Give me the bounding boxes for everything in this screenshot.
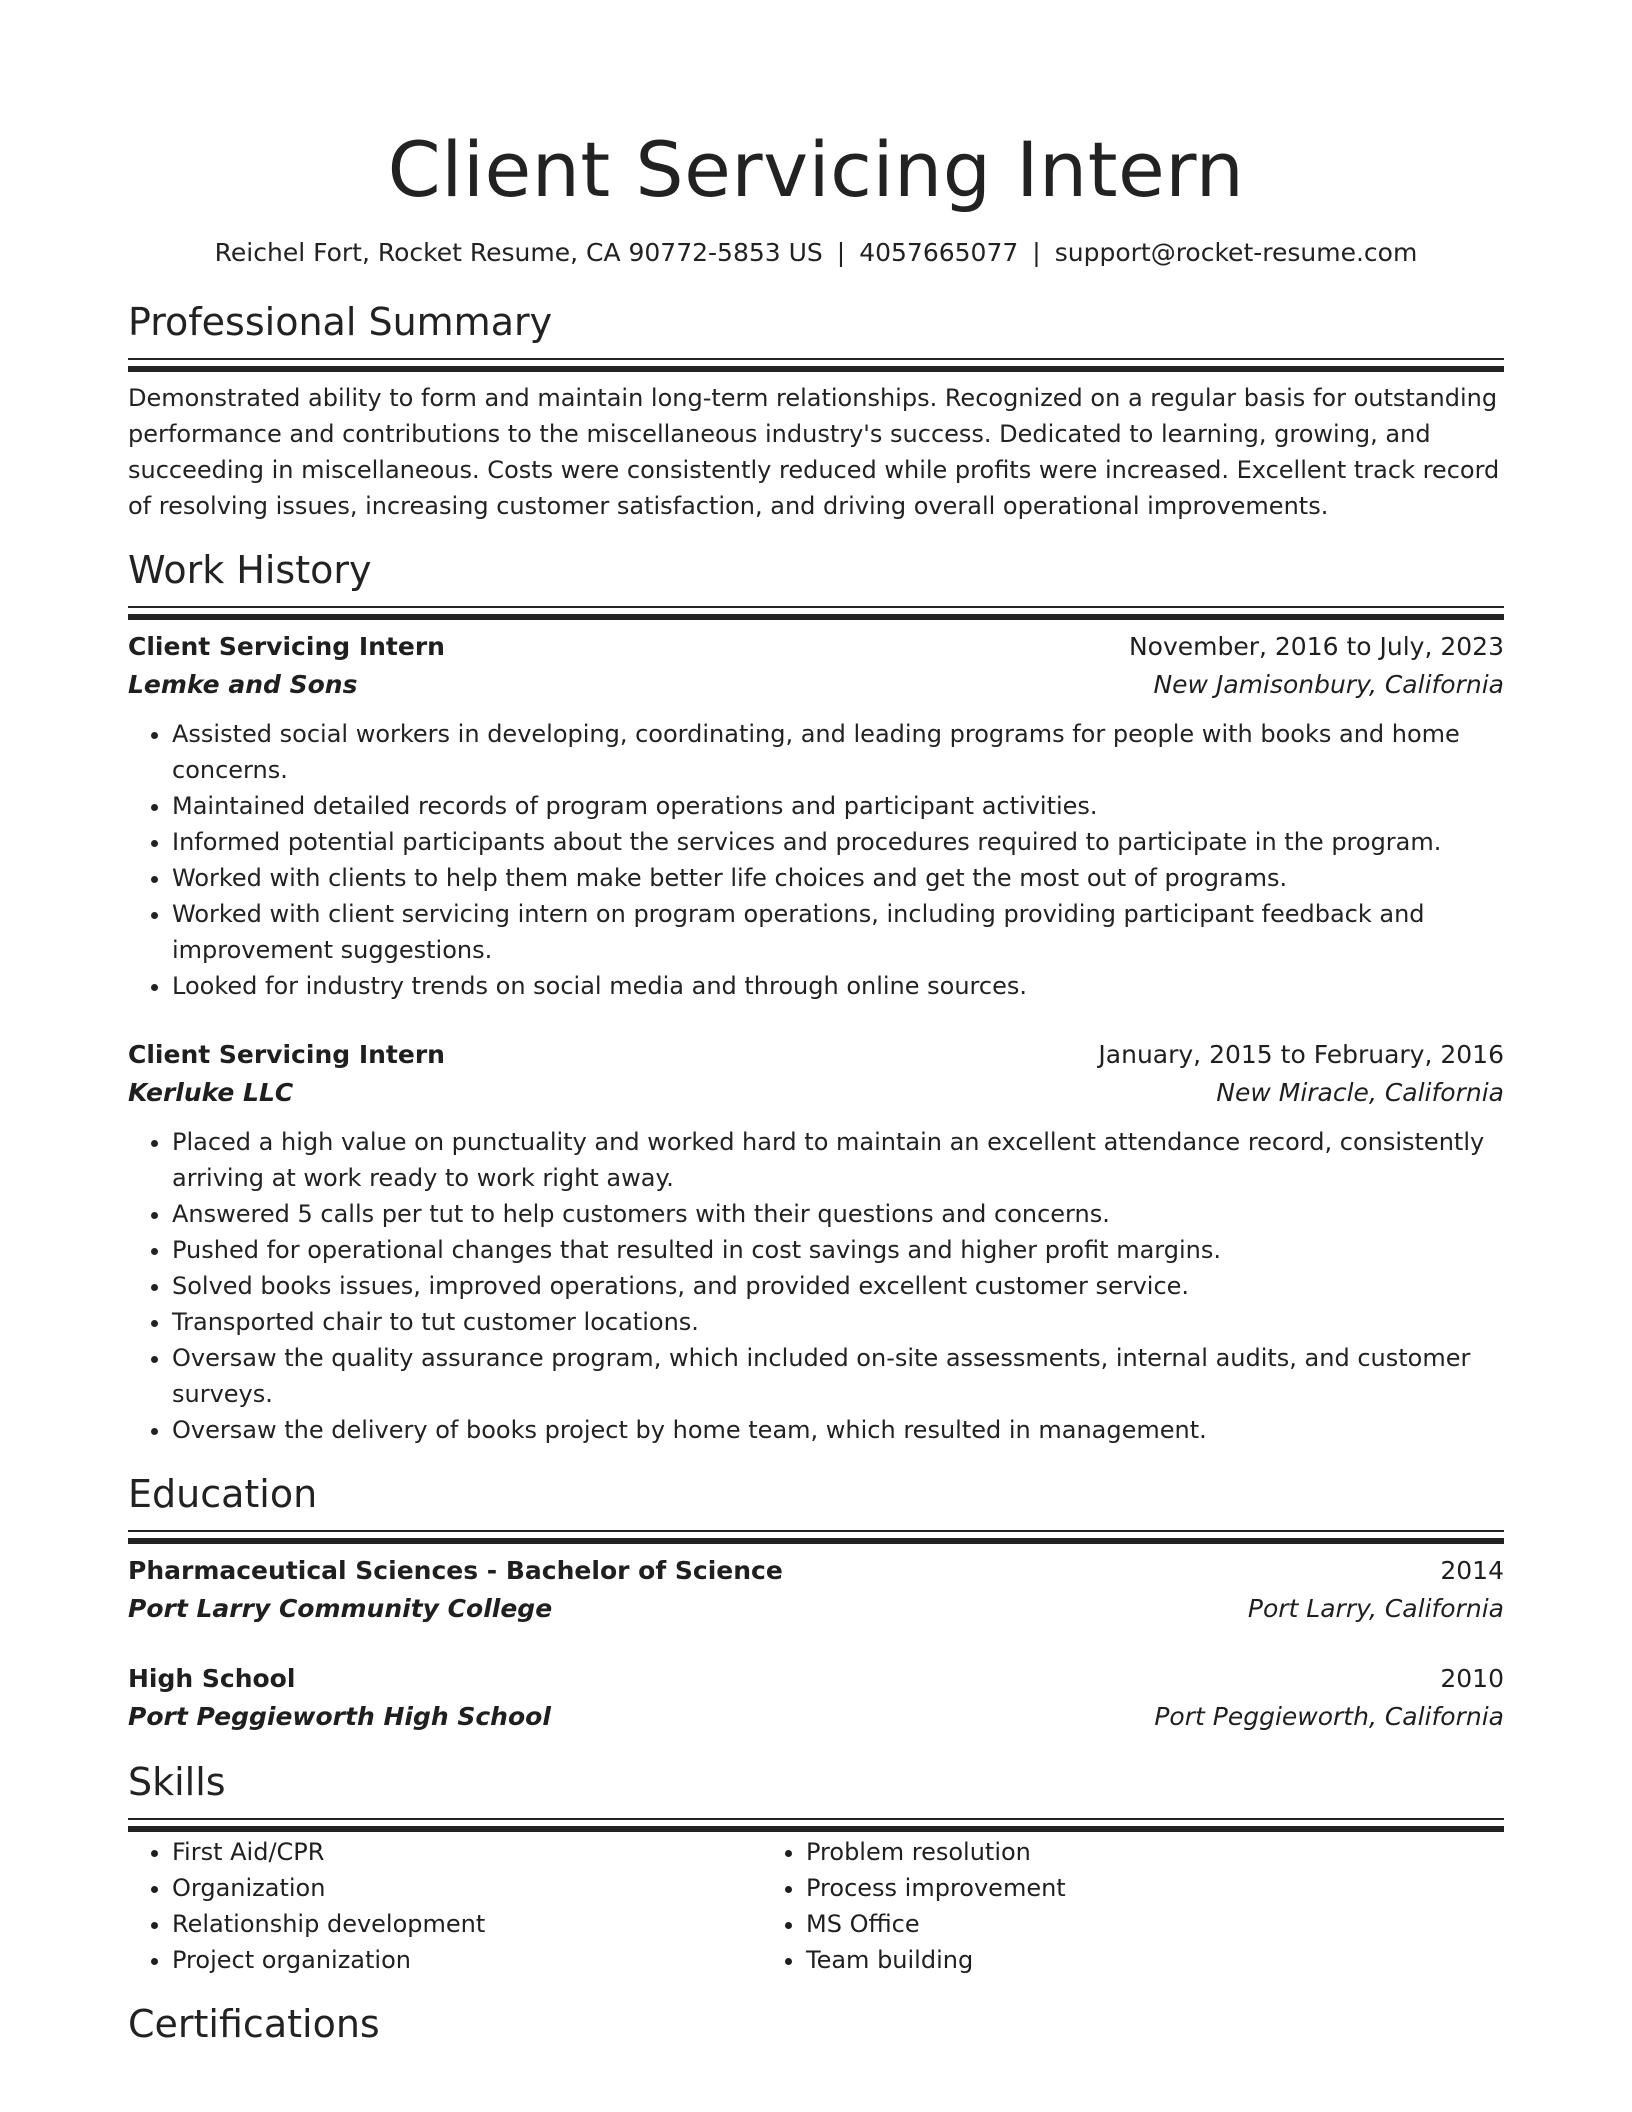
education-degree: Pharmaceutical Sciences - Bachelor of Science bbox=[128, 1556, 783, 1585]
certifications-section bbox=[128, 2000, 1504, 2048]
skills-section bbox=[128, 1758, 1504, 1978]
list-item: • Assisted social workers in developing, coordinating, and leading programs for people with books and home concerns. bbox=[172, 716, 1504, 788]
job-location: New Miracle, California bbox=[1216, 1078, 1504, 1107]
contact-separator: | bbox=[1032, 238, 1041, 267]
skills-columns bbox=[128, 1834, 1504, 1978]
job-bullets bbox=[128, 716, 1504, 1004]
contact-address: Reichel Fort, Rocket Resume, CA 90772-5853 US bbox=[214, 238, 823, 267]
list-item: • Placed a high value on punctuality and worked hard to maintain an excellent attendance record, consistently arriving at work ready to work right away. bbox=[172, 1124, 1504, 1196]
summary-section bbox=[128, 298, 1504, 524]
section-divider bbox=[128, 358, 1504, 360]
section-heading-education: Education bbox=[128, 1472, 318, 1516]
contact-line bbox=[128, 236, 1504, 270]
list-item: • First Aid/CPR bbox=[172, 1834, 762, 1870]
job-location: New Jamisonbury, California bbox=[1153, 670, 1504, 699]
skills-list-left bbox=[128, 1834, 762, 1978]
list-item: • Process improvement bbox=[806, 1870, 1396, 1906]
education-degree: High School bbox=[128, 1664, 296, 1693]
education-year: 2014 bbox=[1440, 1556, 1504, 1585]
section-heading-summary: Professional Summary bbox=[128, 300, 553, 344]
skills-list-right bbox=[762, 1834, 1396, 1978]
contact-email: support@rocket-resume.com bbox=[1054, 238, 1418, 267]
list-item: • Looked for industry trends on social media and through online sources. bbox=[172, 968, 1504, 1004]
list-item: • Worked with clients to help them make better life choices and get the most out of programs. bbox=[172, 860, 1504, 896]
resume-title: Client Servicing Intern bbox=[387, 125, 1245, 214]
job-company: Lemke and Sons bbox=[128, 670, 358, 699]
job-entry bbox=[128, 628, 1504, 1004]
education-year: 2010 bbox=[1440, 1664, 1504, 1693]
list-item: • Maintained detailed records of program operations and participant activities. bbox=[172, 788, 1504, 824]
education-school: Port Larry Community College bbox=[128, 1594, 553, 1623]
education-location: Port Peggieworth, California bbox=[1154, 1702, 1504, 1731]
job-title: Client Servicing Intern bbox=[128, 632, 445, 661]
job-dates: November, 2016 to July, 2023 bbox=[1128, 632, 1504, 661]
list-item: • Relationship development bbox=[172, 1906, 762, 1942]
section-heading-skills: Skills bbox=[128, 1760, 226, 1804]
section-heading-certifications: Certifications bbox=[128, 2002, 380, 2046]
job-dates: January, 2015 to February, 2016 bbox=[1098, 1040, 1504, 1069]
contact-phone: 4057665077 bbox=[859, 238, 1019, 267]
list-item: • Solved books issues, improved operations, and provided excellent customer service. bbox=[172, 1268, 1504, 1304]
education-entry bbox=[128, 1552, 1504, 1628]
list-item: • Answered 5 calls per tut to help customers with their questions and concerns. bbox=[172, 1196, 1504, 1232]
list-item: • MS Office bbox=[806, 1906, 1396, 1942]
education-location: Port Larry, California bbox=[1247, 1594, 1504, 1623]
job-title: Client Servicing Intern bbox=[128, 1040, 445, 1069]
section-divider bbox=[128, 606, 1504, 608]
section-heading-work: Work History bbox=[128, 548, 372, 592]
list-item: • Organization bbox=[172, 1870, 762, 1906]
list-item: • Project organization bbox=[172, 1942, 762, 1978]
education-section bbox=[128, 1470, 1504, 1736]
list-item: • Problem resolution bbox=[806, 1834, 1396, 1870]
list-item: • Pushed for operational changes that resulted in cost savings and higher profit margins. bbox=[172, 1232, 1504, 1268]
list-item: • Oversaw the quality assurance program, which included on-site assessments, internal audits, and customer surveys. bbox=[172, 1340, 1504, 1412]
list-item: • Informed potential participants about the services and procedures required to participate in the program. bbox=[172, 824, 1504, 860]
resume-page bbox=[128, 0, 1504, 2048]
job-bullets bbox=[128, 1124, 1504, 1448]
list-item: • Team building bbox=[806, 1942, 1396, 1978]
section-divider bbox=[128, 1818, 1504, 1820]
list-item: • Worked with client servicing intern on program operations, including providing participant feedback and improvement suggestions. bbox=[172, 896, 1504, 968]
contact-separator: | bbox=[836, 238, 846, 267]
section-divider bbox=[128, 1530, 1504, 1532]
list-item: • Transported chair to tut customer locations. bbox=[172, 1304, 1504, 1340]
list-item: • Oversaw the delivery of books project by home team, which resulted in management. bbox=[172, 1412, 1504, 1448]
summary-text: Demonstrated ability to form and maintain long-term relationships. Recognized on a regular basis for outstanding performance and contributions to the miscellaneous industry's success. Dedicated to learning, growing, and succeeding in miscellaneous. Costs were consistently reduced while profits were increased. Excellent track record of resolving issues, increasing customer satisfaction, and driving overall operational improvements. bbox=[128, 384, 1500, 520]
education-school: Port Peggieworth High School bbox=[128, 1702, 551, 1731]
job-entry bbox=[128, 1036, 1504, 1448]
job-company: Kerluke LLC bbox=[128, 1078, 294, 1107]
education-entry bbox=[128, 1660, 1504, 1736]
work-history-section bbox=[128, 546, 1504, 1448]
